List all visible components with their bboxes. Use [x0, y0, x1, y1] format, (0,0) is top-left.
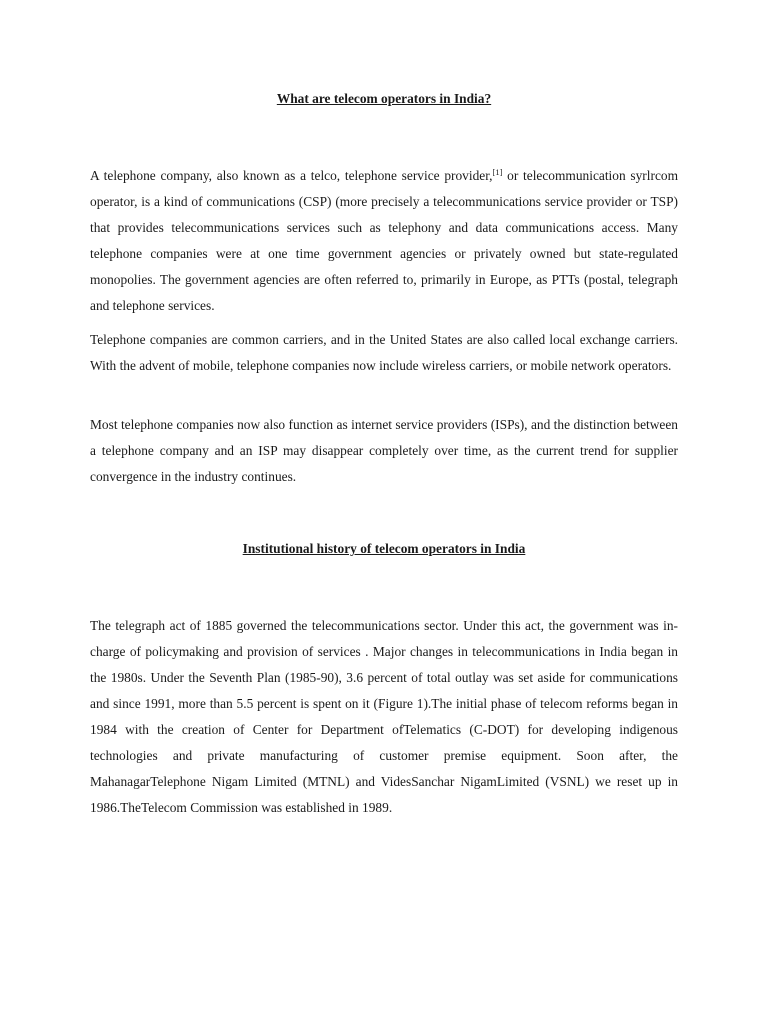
paragraph-telegraph-act-history: The telegraph act of 1885 governed the telecommunications sector. Under this act, the government was in-charge of policymaking and provision of services . Major changes in telecommunications in India began in the 1980s. Under the Seventh Plan (1985-90), 3.6 percent of total outlay was set aside for communications and since 1991, more than 5.5 percent is spent on it (Figure 1).The initial phase of telecom reforms began in 1984 with the creation of Center for Department ofTelematics (C-DOT) for developing indigenous technologies and private manufacturing of customer premise equipment. Soon after, the MahanagarTelephone Nigam Limited (MTNL) and VidesSanchar NigamLimited (VSNL) we reset up in 1986.TheTelecom Commission was established in 1989. [90, 618, 678, 815]
section-heading-telecom-operators: What are telecom operators in India? [276, 91, 492, 106]
paragraph-internet-service-providers: Most telephone companies now also function as internet service providers (ISPs), and the distinction between a telephone company and an ISP may disappear completely over time, as the current trend for supplier convergence in the industry continues. [90, 417, 678, 484]
paragraph-telephone-company-definition [90, 163, 678, 319]
citation-superscript[interactable]: [1] [492, 167, 503, 177]
paragraph-text: or telecommunication syrlrcom operator, is a kind of communications (CSP) (more precisely a telecommunications service provider or TSP) that provides telecommunications services such as telephony and data communications access. Many telephone companies were at one time government agencies or privately owned but state-regulated monopolies. The government agencies are often referred to, primarily in Europe, as PTTs (postal, telegraph and telephone services. [90, 168, 678, 313]
section-heading-institutional-history: Institutional history of telecom operators in India [242, 541, 526, 556]
paragraph-common-carriers: Telephone companies are common carriers, and in the United States are also called local exchange carriers. With the advent of mobile, telephone companies now include wireless carriers, or mobile network operators. [90, 332, 678, 373]
paragraph-text: A telephone company, also known as a telco, telephone service provider, [90, 168, 493, 183]
